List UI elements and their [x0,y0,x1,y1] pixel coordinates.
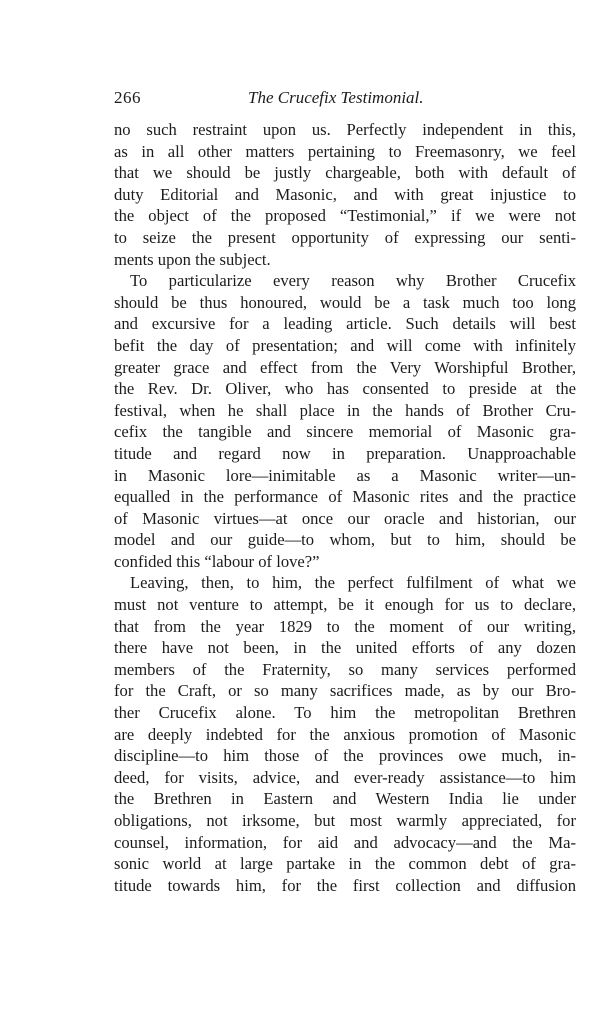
text-line: are deeply indebted for the anxious promotion of Masonic [114,724,576,744]
text-line: befit the day of presentation; and will come with infinitely [114,335,576,355]
text-line: members of the Fraternity, so many services performed [114,659,576,679]
text-line: equalled in the performance of Masonic rites and the practice [114,487,576,507]
text-line: there have not been, in the united efforts of any dozen [114,638,576,658]
running-head [114,88,576,114]
text-line: the Rev. Dr. Oliver, who has consented to preside at the [114,379,576,399]
text-line: model and our guide—to whom, but to him, should be [114,530,576,550]
text-line: to seize the present opportunity of expressing our senti- [114,227,576,247]
text-line: titude and regard now in preparation. Unapproachable [114,443,576,463]
text-line: counsel, information, for aid and advocacy—and the Ma- [114,832,576,852]
text-line: in Masonic lore—inimitable as a Masonic writer—un- [114,465,576,485]
paragraph-start-line: To particularize every reason why Brother Crucefix [130,271,576,291]
body-text [114,119,576,896]
text-line: that we should be justly chargeable, both with default of [114,163,576,183]
text-line: the Brethren in Eastern and Western India lie under [114,789,576,809]
text-line: festival, when he shall place in the hands of Brother Cru- [114,400,576,420]
text-line: the object of the proposed “Testimonial,” if we were not [114,206,576,226]
text-line: duty Editorial and Masonic, and with great injustice to [114,184,576,204]
text-line: as in all other matters pertaining to Freemasonry, we feel [114,141,576,161]
text-line: should be thus honoured, would be a task much too long [114,292,576,312]
text-line: discipline—to him those of the provinces owe much, in- [114,746,576,766]
text-line: titude towards him, for the first collection and diffusion [114,875,576,895]
text-line: must not venture to attempt, be it enough for us to declare, [114,595,576,615]
text-line: for the Craft, or so many sacrifices made, as by our Bro- [114,681,576,701]
text-line: ther Crucefix alone. To him the metropolitan Brethren [114,703,576,723]
text-line: deed, for visits, advice, and ever-ready assistance—to him [114,767,576,787]
text-line: greater grace and effect from the Very Worshipful Brother, [114,357,576,377]
text-line: and excursive for a leading article. Such details will best [114,314,576,334]
text-line: obligations, not irksome, but most warmly appreciated, for [114,811,576,830]
text-line: sonic world at large partake in the common debt of gra- [114,854,576,874]
paragraph-start-line: Leaving, then, to him, the perfect fulfilment of what we [130,573,576,593]
text-line: of Masonic virtues—at once our oracle and historian, our [114,508,576,528]
text-line: cefix the tangible and sincere memorial of Masonic gra- [114,422,576,442]
running-title: The Crucefix Testimonial. [248,88,424,107]
page-number: 266 [114,88,141,107]
text-line: no such restraint upon us. Perfectly independent in this, [114,120,576,139]
text-line: ments upon the subject. [114,249,271,269]
text-line: confided this “labour of love?” [114,551,320,571]
text-line: that from the year 1829 to the moment of our writing, [114,616,576,636]
